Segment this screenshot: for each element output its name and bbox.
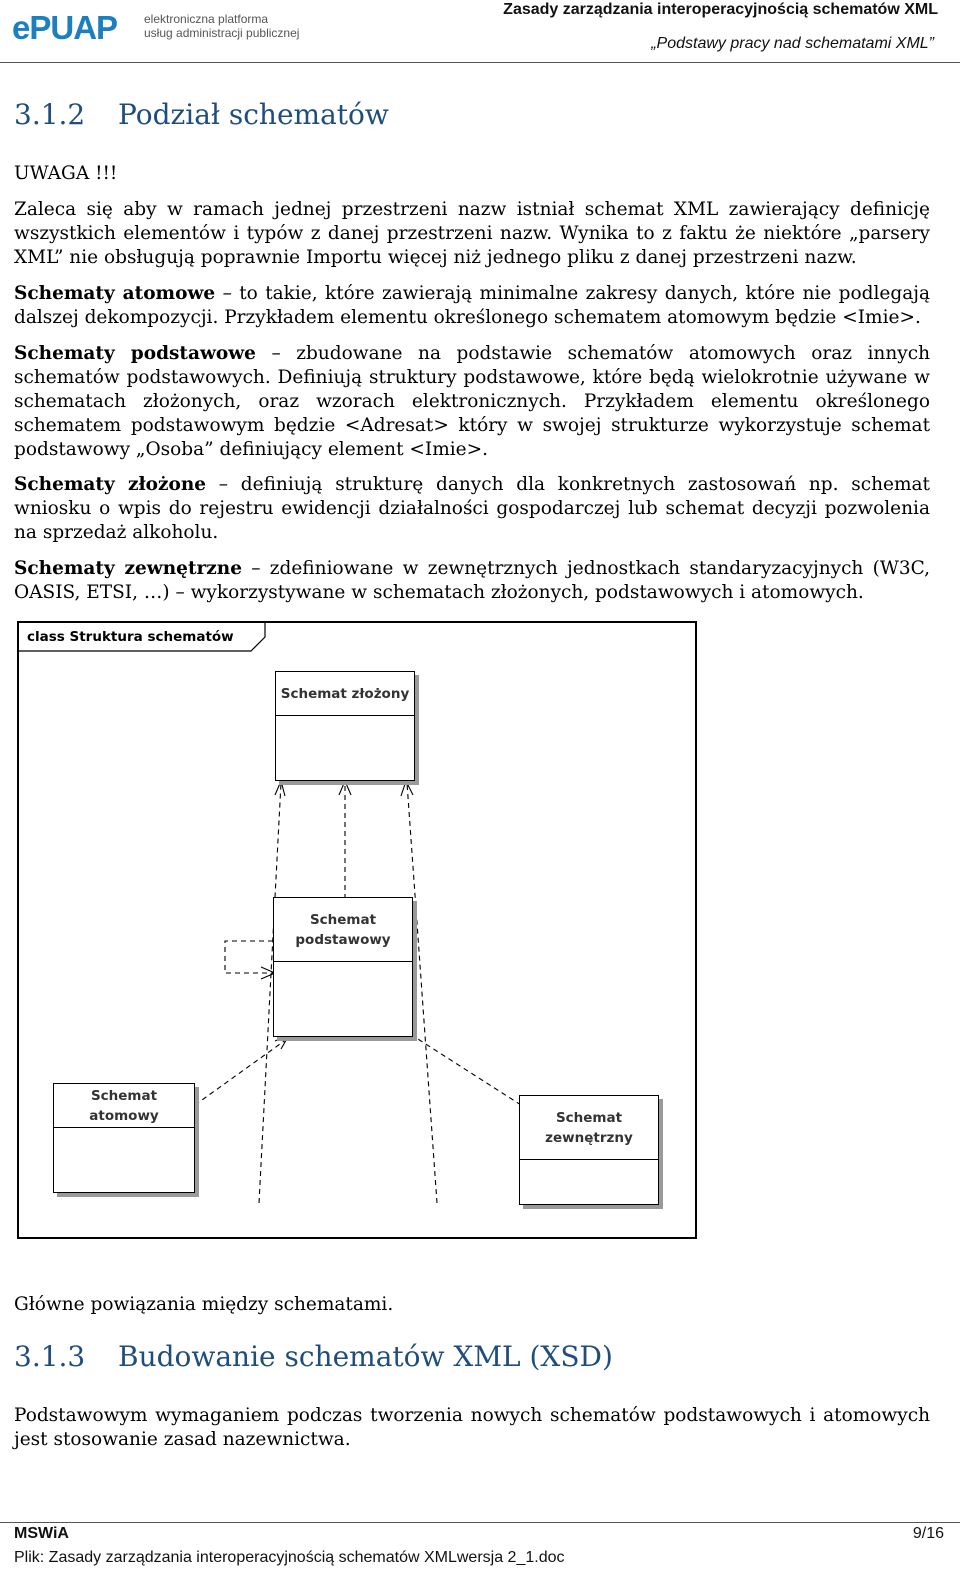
page-header — [0, 0, 960, 64]
section-title: Podział schematów — [118, 98, 389, 131]
section-number: 3.1.2 — [14, 98, 86, 131]
section2-paragraph: Podstawowym wymaganiem podczas tworzenia nowych schematów podstawowych i atomowych jest stosowanie zasad nazewnictwa. — [14, 1405, 930, 1450]
logo-brand: ePUAP — [12, 9, 118, 46]
header-title: Zasady zarządzania interoperacyjnością schematów XML — [503, 1, 938, 18]
uml-class-diagram — [17, 621, 697, 1239]
footer-file: Plik: Zasady zarządzania interoperacyjnością schematów XMLwersja 2_1.doc — [14, 1549, 565, 1566]
dep-atomowy-podstawowy — [195, 1039, 287, 1105]
frame-label: class Struktura schematów — [27, 629, 234, 645]
section-heading-podzial — [14, 98, 389, 131]
item-text: – to takie, które zawierają minimalne zakresy danych, które nie podlegają dalszej dekompozycji. Przykładem elementu określonego schematem atomowym będzie <Imie>. — [14, 283, 931, 328]
item-text: – zdefiniowane w zewnętrznych jednostkach standaryzacyjnych (W3C, OASIS, ETSI, …) – wykorzystywane w schematach złożonych, podstawowych i atomowych. — [14, 558, 930, 603]
footer-divider — [0, 1522, 960, 1523]
section-number: 3.1.3 — [14, 1340, 86, 1373]
item-atomowe — [14, 282, 930, 330]
item-term: Schematy atomowe — [14, 283, 216, 304]
item-zlozone — [14, 473, 930, 545]
item-term: Schematy podstawowe — [14, 343, 256, 364]
item-term: Schematy złożone — [14, 474, 207, 495]
dep-podstawowy-self — [225, 941, 273, 973]
arrowhead — [275, 1035, 289, 1049]
item-podstawowe — [14, 342, 930, 462]
box-schemat-atomowy: Schemat atomowy — [53, 1083, 195, 1193]
figure-caption: Główne powiązania między schematami. — [14, 1294, 394, 1315]
epuap-logo — [12, 8, 302, 48]
box-schemat-zewnetrzny: Schemat zewnętrzny — [519, 1095, 659, 1205]
warning-text: UWAGA !!! — [14, 163, 118, 184]
box-schemat-podstawowy: Schemat podstawowy — [273, 897, 413, 1037]
intro-paragraph: Zaleca się aby w ramach jednej przestrzeni nazw istniał schemat XML zawierający definicję wszystkich elementów i typów z danej przestrzeni nazw. Wynika to z faktu że niektóre „parsery XML” nie obsługują poprawnie Importu więcej niż jednego pliku z danej przestrzeni nazw. — [14, 199, 930, 268]
item-zewnetrzne — [14, 557, 930, 605]
header-divider — [0, 62, 960, 63]
logo-tagline: elektroniczna platforma usług administracji publicznej — [144, 12, 300, 40]
header-subtitle: „Podstawy pracy nad schematami XML” — [651, 35, 934, 52]
footer-page-number: 9/16 — [912, 1525, 944, 1542]
footer-org: MSWiA — [14, 1525, 69, 1542]
section-title: Budowanie schematów XML (XSD) — [118, 1340, 613, 1373]
section-heading-budowanie — [14, 1340, 613, 1373]
item-term: Schematy zewnętrzne — [14, 558, 242, 579]
item-text: – definiują strukturę danych dla konkretnych zastosowań np. schemat wniosku o wpis do rejestru ewidencji działalności gospodarczej lub schemat decyzji pozwolenia na sprzedaż alkoholu. — [14, 474, 930, 543]
box-schemat-zlozony: Schemat złożony — [275, 671, 415, 781]
item-text: – zbudowane na podstawie schematów atomowych oraz innych schematów podstawowych. Definiują struktury podstawowe, które będą wielokrotnie używane w schematach złożonych, oraz wzorach elektronicznych. Przykładem elementu określonego schematem podstawowym będzie <Adresat> który w swojej strukturze wykorzystuje schemat podstawowy „Osoba” definiujący element <Imie>. — [14, 343, 930, 460]
